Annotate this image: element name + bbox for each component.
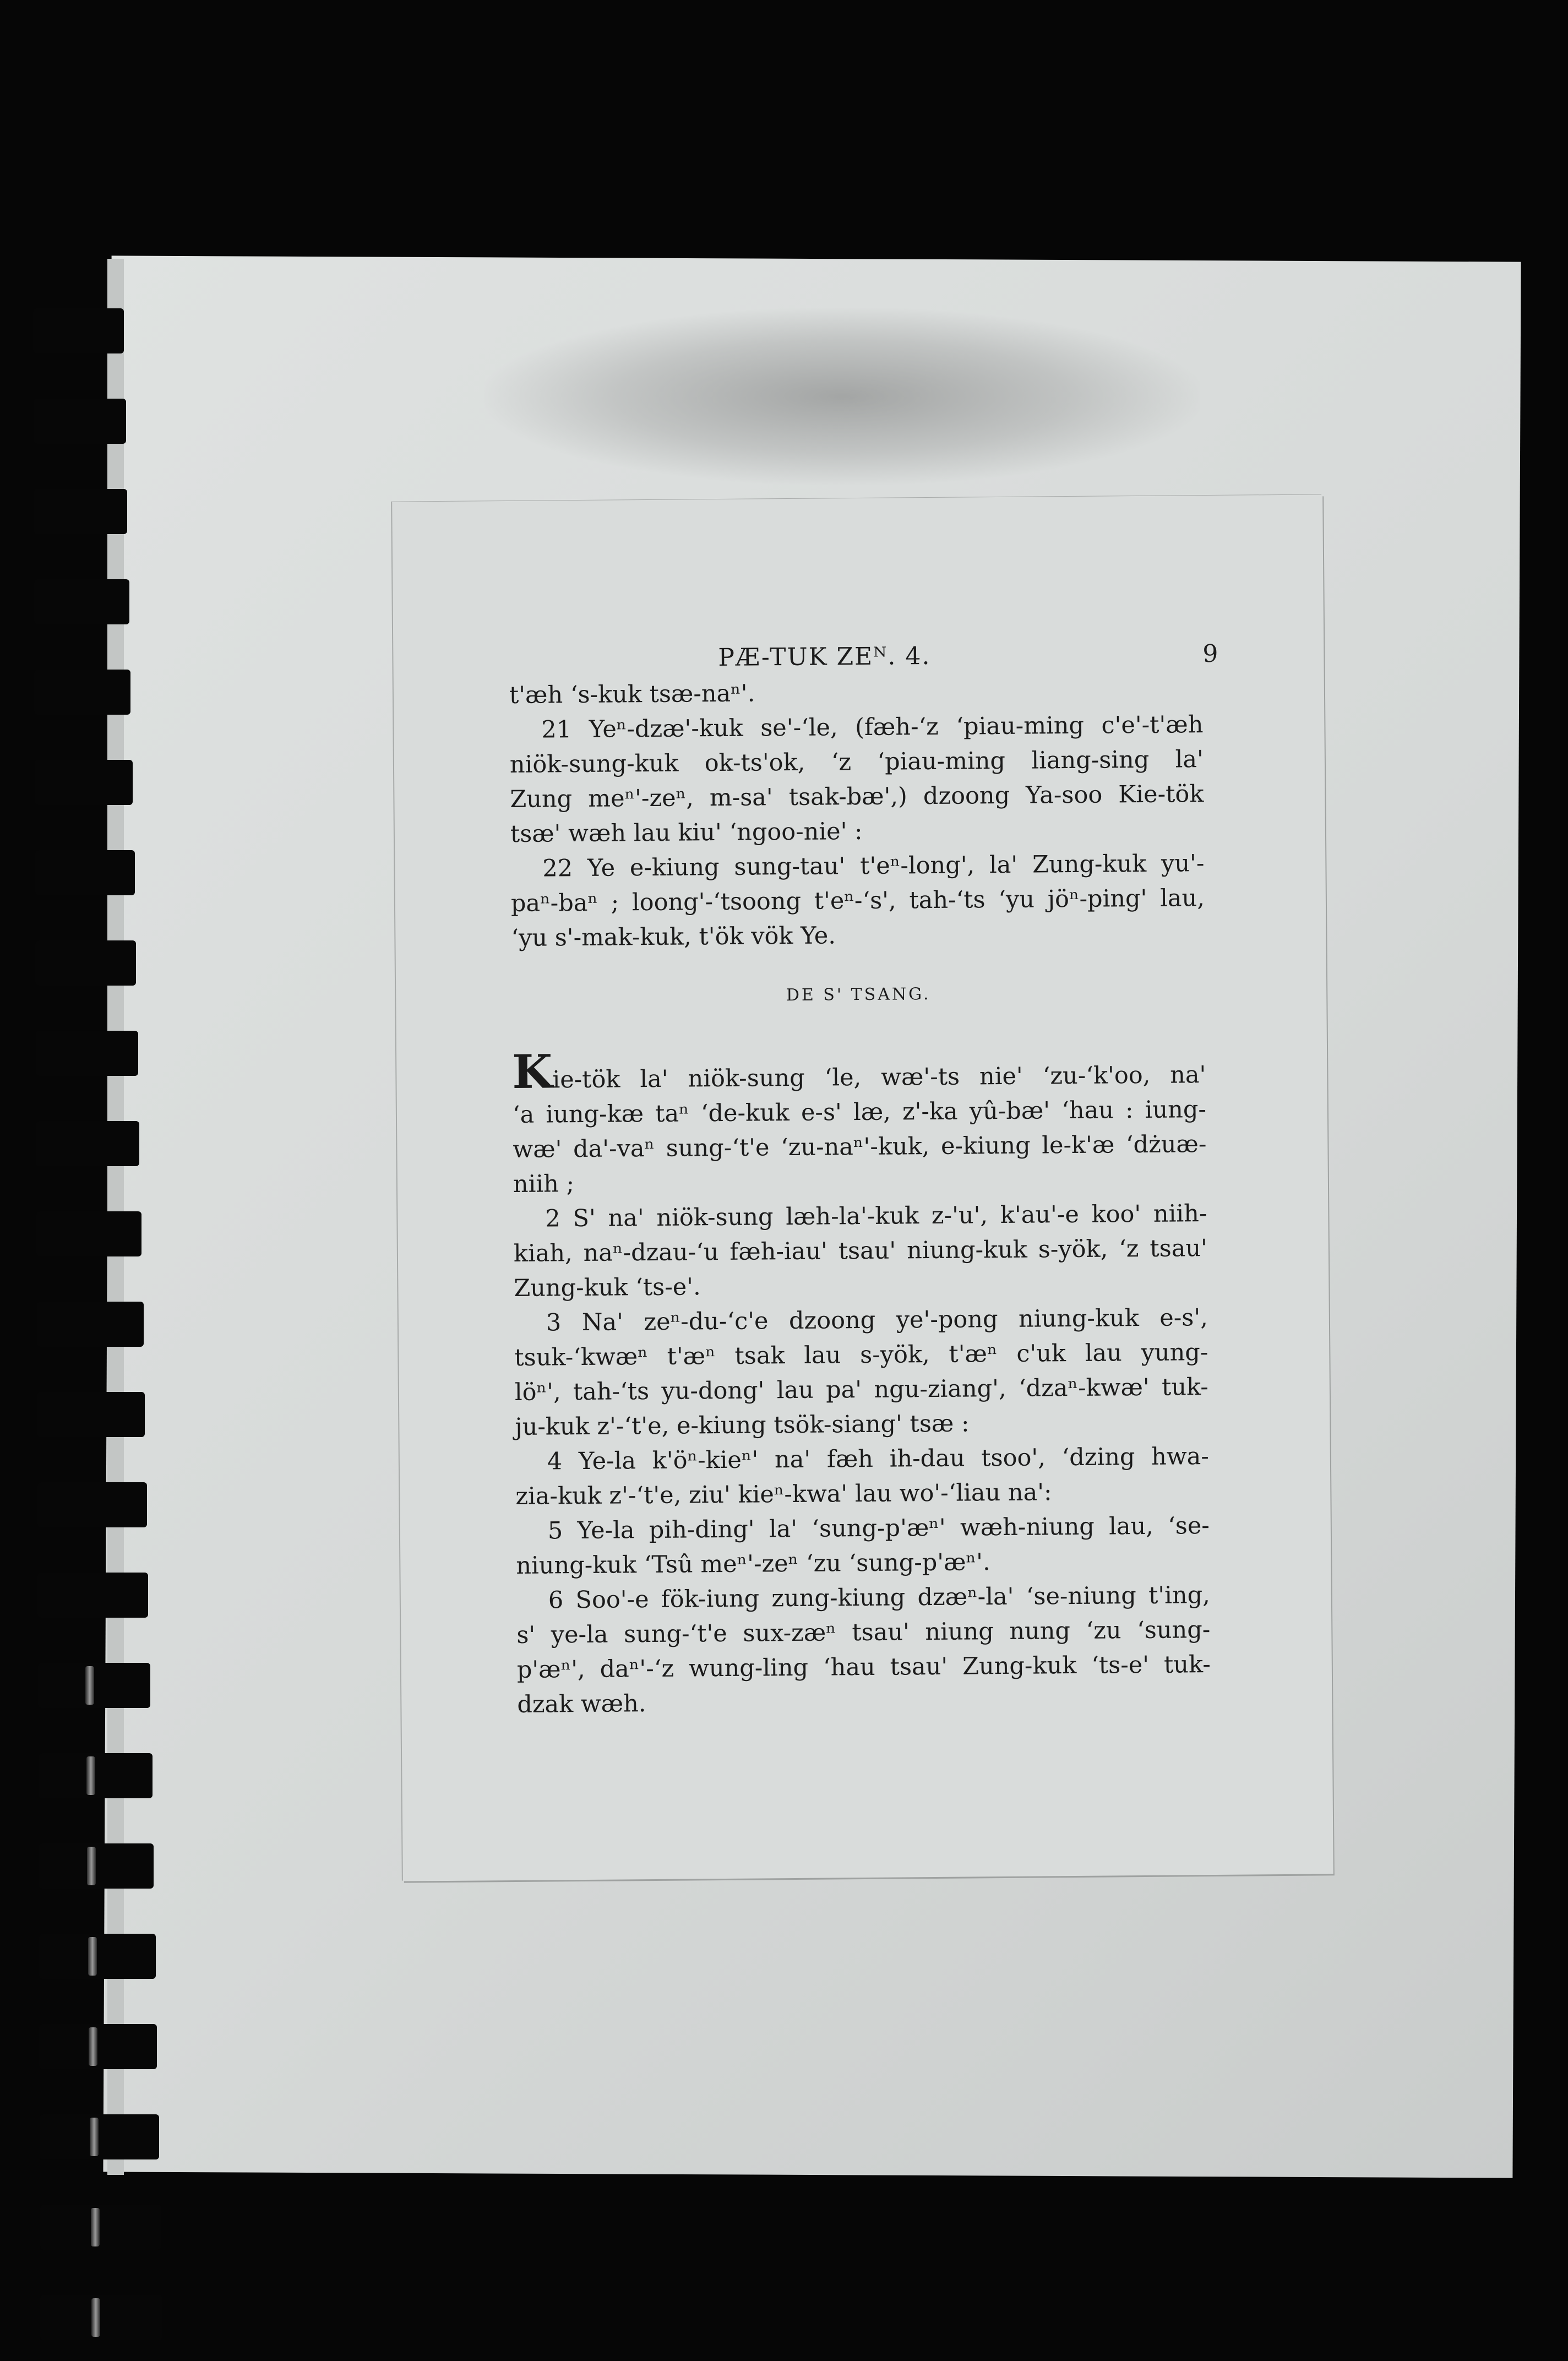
spiral-coil — [39, 1934, 156, 1979]
spiral-coil — [36, 1031, 138, 1076]
spiral-coil — [38, 1663, 150, 1708]
text-line: 2 S' na' niök-sung læh-la'-kuk z-'u', k'au'-e koo' niih- — [545, 1200, 1207, 1233]
spiral-coil — [37, 1302, 144, 1347]
text-line: niung-kuk ʻTsû meⁿ'-zeⁿ ʻzu ʻsung-p'æⁿ'. — [516, 1548, 990, 1580]
text-line: wæ' da'-vaⁿ sung-ʻt'e ʻzu-naⁿ'-kuk, e-kiung le-k'æ ʻdżuæ- — [513, 1130, 1207, 1163]
text-line: kiah, naⁿ-dzau-ʻu fæh-iau' tsau' niung-kuk s-yök, ʻz tsau' — [513, 1234, 1208, 1267]
text-line: tsuk-ʻkwæⁿ t'æⁿ tsak lau s-yök, t'æⁿ c'uk lau yung- — [514, 1339, 1208, 1372]
text-line: niök-sung-kuk ok-ts'ok, ʻz ʻpiau-ming liang-sing la' — [509, 746, 1204, 779]
spiral-coil — [34, 579, 129, 624]
spiral-coil — [40, 2205, 161, 2250]
spiral-coil-highlight — [87, 1847, 96, 1885]
spiral-coil — [40, 2114, 159, 2159]
spiral-coil-highlight — [91, 2208, 100, 2246]
text-line: Zung-kuk ʻts-e'. — [514, 1273, 701, 1302]
spiral-coil-highlight — [86, 1756, 95, 1795]
pasted-book-page — [392, 494, 1333, 1881]
spiral-coil — [35, 850, 135, 895]
text-line: paⁿ-baⁿ ; loong'-ʻtsoong t'eⁿ-ʻs', tah-ʻts ʻyu jöⁿ-ping' lau, — [510, 884, 1205, 918]
text-line: niih ; — [513, 1170, 575, 1198]
page-text-block — [509, 639, 1219, 1722]
text-line: 6 Soo'-e fök-iung zung-kiung dzæⁿ-la' ʻse-niung t'ing, — [548, 1581, 1211, 1614]
spiral-coil-highlight — [88, 1937, 97, 1976]
spiral-coil — [34, 670, 130, 715]
spiral-coil — [39, 1843, 154, 1889]
section-heading: DE S' TSANG. — [786, 984, 931, 1005]
text-line: p'æⁿ', daⁿ'-ʻz wung-ling ʻhau tsau' Zung-kuk ʻts-e' tuk- — [516, 1651, 1211, 1684]
page-number: 9 — [1202, 639, 1219, 668]
passage-bottom — [511, 1044, 1211, 1722]
spiral-coil — [36, 1121, 139, 1166]
text-line: löⁿ', tah-ʻts yu-dong' lau pa' ngu-ziang', ʻdzaⁿ-kwæ' tuk- — [514, 1373, 1209, 1406]
spiral-coil — [36, 1211, 141, 1256]
text-line: 5 Ye-la pih-ding' la' ʻsung-p'æⁿ' wæh-niung lau, ʻse- — [547, 1512, 1210, 1545]
text-line: tsæ' wæh lau kiu' ʻngoo-nie' : — [510, 817, 863, 848]
text-line: ju-kuk z'-ʻt'e, e-kiung tsök-siang' tsæ : — [515, 1410, 970, 1441]
text-line: 21 Yeⁿ-dzæ'-kuk se'-ʻle, (fæh-ʻz ʻpiau-ming c'e'-t'æh — [541, 711, 1204, 744]
spiral-coil-highlight — [85, 1666, 94, 1705]
spiral-coil — [33, 308, 124, 353]
spiral-coil — [37, 1482, 147, 1527]
text-line: Zung meⁿ'-zeⁿ, m-sa' tsak-bæ',) dzoong Ya-soo Kie-tök — [510, 780, 1204, 814]
text-line: t'æh ʻs-kuk tsæ-naⁿ'. — [509, 679, 755, 710]
spiral-coil — [34, 489, 127, 534]
running-title: PÆ-TUK ZEᴺ. 4. — [718, 642, 931, 672]
spiral-coil — [37, 1392, 145, 1437]
drop-cap: K — [511, 1044, 553, 1099]
spiral-coil — [35, 760, 133, 805]
spiral-coil-highlight — [89, 2027, 97, 2066]
spiral-coil — [37, 1573, 148, 1618]
text-line: ʻa iung-kæ taⁿ ʻde-kuk e-s' læ, z'-ka yû-bæ' ʻhau : iung- — [512, 1096, 1207, 1129]
text-line-first-rest: ie-tök la' niök-sung ʻle, wæ'-ts nie' ʻzu-ʻk'oo, na' — [552, 1061, 1206, 1094]
running-head — [509, 639, 1219, 678]
text-line: ʻyu s'-mak-kuk, t'ök vök Ye. — [511, 922, 836, 953]
spiral-coil — [40, 2295, 162, 2340]
spiral-coil — [39, 1753, 153, 1798]
spiral-coil-highlight — [91, 2298, 100, 2337]
spiral-coil — [34, 399, 126, 444]
text-line: 3 Na' zeⁿ-du-ʻc'e dzoong ye'-pong niung-kuk e-s', — [546, 1304, 1208, 1337]
text-line: 4 Ye-la k'öⁿ-kieⁿ' na' fæh ih-dau tsoo', ʻdzing hwa- — [547, 1443, 1210, 1476]
spiral-coil — [39, 2024, 157, 2069]
spiral-binding — [22, 0, 176, 2361]
text-line: zia-kuk z'-ʻt'e, ziu' kieⁿ-kwa' lau wo'-ʻliau na': — [515, 1478, 1052, 1510]
spiral-coil-highlight — [90, 2118, 99, 2156]
text-line-first — [511, 1044, 1206, 1099]
text-line: s' ye-la sung-ʻt'e sux-zæⁿ tsau' niung nung ʻzu ʻsung- — [516, 1616, 1211, 1649]
passage-top — [509, 673, 1205, 956]
text-line: 22 Ye e-kiung sung-tau' t'eⁿ-long', la' Zung-kuk yu'- — [542, 850, 1205, 883]
spiral-coil — [35, 940, 136, 986]
text-line: dzak wæh. — [517, 1690, 646, 1718]
toner-smudge — [484, 308, 1200, 485]
